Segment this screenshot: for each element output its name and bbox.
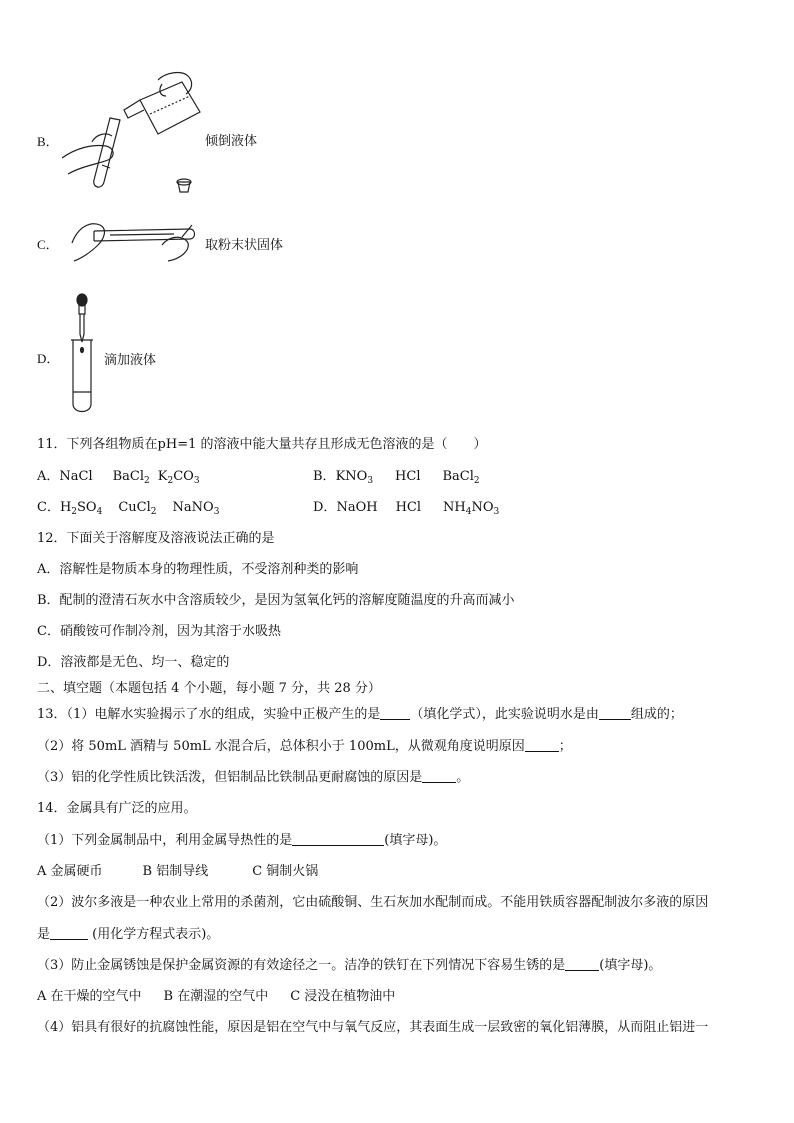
- option-c-caption: 取粉末状固体: [205, 238, 284, 253]
- q11-c-so4: SO: [77, 500, 97, 515]
- q11-option-d-label: D．: [313, 500, 337, 515]
- q14-part1-text-a: （1）下列金属制品中，利用金属导热性的是: [37, 833, 293, 848]
- q11-d-naoh: NaOH: [336, 500, 378, 515]
- q14-part1: [37, 833, 446, 849]
- q11-a-nacl: NaCl: [59, 469, 93, 484]
- q11-c-nano3: NaNO: [172, 500, 214, 515]
- sub: 2: [167, 476, 174, 486]
- q14-stem: 14．金属具有广泛的应用。: [37, 801, 197, 816]
- q14-p1-option-b: B 铝制导线: [142, 864, 209, 879]
- q14-part3: [37, 958, 661, 974]
- q14-p1-option-c: C 铜制火锅: [252, 864, 319, 879]
- sub: 3: [193, 476, 200, 486]
- q11-a-co3: CO: [173, 469, 194, 484]
- q14-p1-option-a: A 金属硬币: [37, 864, 103, 879]
- option-b-caption: 倾倒液体: [205, 134, 258, 149]
- q14-part2-text-b: 是: [37, 927, 51, 942]
- q14-part1-options: [37, 864, 318, 880]
- sub: 3: [213, 507, 220, 517]
- sub: 2: [473, 476, 480, 486]
- sub: 2: [71, 507, 78, 517]
- q14-p3-option-b: B 在潮湿的空气中: [163, 989, 269, 1004]
- q13-part1-text-a: 13．（1）电解水实验揭示了水的组成，实验中正极产生的是: [37, 707, 381, 722]
- answer-blank[interactable]: [292, 833, 384, 846]
- q11-d-no3: NO: [471, 500, 494, 515]
- q12-option-b: B．配制的澄清石灰水中含溶质较少，是因为氢氧化钙的溶解度随温度的升高而减小: [37, 593, 515, 608]
- q12-stem: 12．下面关于溶解度及溶液说法正确的是: [37, 531, 275, 546]
- sub: 4: [465, 507, 472, 517]
- q13-part1-text-b: （填化学式），此实验说明水是由: [410, 707, 599, 722]
- section-heading: 二、填空题（本题包括 4 个小题，每小题 7 分，共 28 分）: [37, 681, 381, 696]
- sub: 3: [493, 507, 500, 517]
- q11-option-b-label: B．: [313, 469, 336, 484]
- powder-spatula-illustration: [70, 215, 202, 265]
- answer-blank[interactable]: [525, 739, 559, 752]
- answer-blank[interactable]: [380, 707, 410, 720]
- q11-option-d: [313, 500, 499, 520]
- q11-b-bacl2: BaCl: [442, 469, 474, 484]
- q14-part2-line1: （2）波尔多液是一种农业上常用的杀菌剂，它由硫酸铜、生石灰加水配制而成。不能用铁质容器配制波尔多液的原因: [37, 895, 709, 910]
- q11-option-c: [37, 500, 219, 520]
- q11-c-cucl2: CuCl: [118, 500, 151, 515]
- pouring-liquid-illustration: [62, 70, 204, 200]
- option-d-caption: 滴加液体: [104, 353, 157, 368]
- q11-option-c-label: C．: [37, 500, 60, 515]
- q13-part3: [37, 770, 469, 786]
- q14-part4: （4）铝具有很好的抗腐蚀性能，原因是铝在空气中与氧气反应，其表面生成一层致密的氧化铝薄膜，从而阻止铝进一: [37, 1020, 709, 1035]
- q11-option-a: [37, 469, 200, 489]
- q14-part1-text-b: (填字母)。: [384, 833, 447, 848]
- q13-part2: [37, 739, 572, 755]
- option-d-label: D．: [37, 351, 60, 366]
- q13-part3-text-a: （3）铝的化学性质比铁活泼，但铝制品比铁制品更耐腐蚀的原因是: [37, 770, 423, 785]
- q11-c-h2so4: H: [59, 500, 72, 515]
- answer-blank[interactable]: [50, 927, 88, 940]
- q11-stem: 11．下列各组物质在pH=1 的溶液中能大量共存且形成无色溶液的是（ ）: [37, 437, 487, 452]
- q14-part3-text-a: （3）防止金属锈蚀是保护金属资源的有效途径之一。洁净的铁钉在下列情况下容易生锈的是: [37, 958, 566, 973]
- q11-option-a-label: A．: [37, 469, 60, 484]
- q14-part2-text-c: (用化学方程式表示)。: [88, 927, 220, 942]
- q12-option-a: A．溶解性是物质本身的物理性质，不受溶剂种类的影响: [37, 562, 359, 577]
- sub: 3: [367, 476, 374, 486]
- q13-part1: [37, 707, 683, 723]
- q12-option-d: D．溶液都是无色、均一、稳定的: [37, 655, 230, 670]
- q13-part1-text-c: 组成的；: [630, 707, 683, 722]
- q11-d-hcl: HCl: [395, 500, 422, 515]
- q11-a-bacl2: BaCl: [112, 469, 145, 484]
- option-b-label: B．: [37, 134, 59, 149]
- q13-part2-text-a: （2）将 50mL 酒精与 50mL 水混合后，总体积小于 100mL，从微观角度说明原因: [37, 739, 525, 754]
- q11-b-hcl: HCl: [395, 469, 421, 484]
- q14-p3-option-c: C 浸没在植物油中: [290, 989, 396, 1004]
- q14-p3-option-a: A 在干燥的空气中: [37, 989, 142, 1004]
- q14-part2-line2: [37, 927, 219, 943]
- sub: 2: [144, 476, 150, 486]
- q14-part3-text-b: (填字母)。: [599, 958, 662, 973]
- q13-part3-text-b: 。: [456, 770, 470, 785]
- q11-option-b: [313, 469, 480, 489]
- q11-d-nh4: NH: [443, 500, 466, 515]
- sub: 2: [150, 507, 157, 517]
- sub: 4: [96, 507, 103, 517]
- dropper-test-tube-illustration: [66, 292, 100, 414]
- answer-blank[interactable]: [565, 958, 599, 971]
- q12-option-c: C．硝酸铵可作制冷剂，因为其溶于水吸热: [37, 624, 281, 639]
- q13-part2-text-b: ；: [558, 739, 572, 754]
- q11-b-kno3: KNO: [335, 469, 368, 484]
- q14-part3-options: [37, 989, 395, 1005]
- answer-blank[interactable]: [422, 770, 456, 783]
- option-c-label: C．: [37, 237, 59, 252]
- q11-a-k2co3: K: [157, 469, 168, 484]
- answer-blank[interactable]: [599, 707, 631, 720]
